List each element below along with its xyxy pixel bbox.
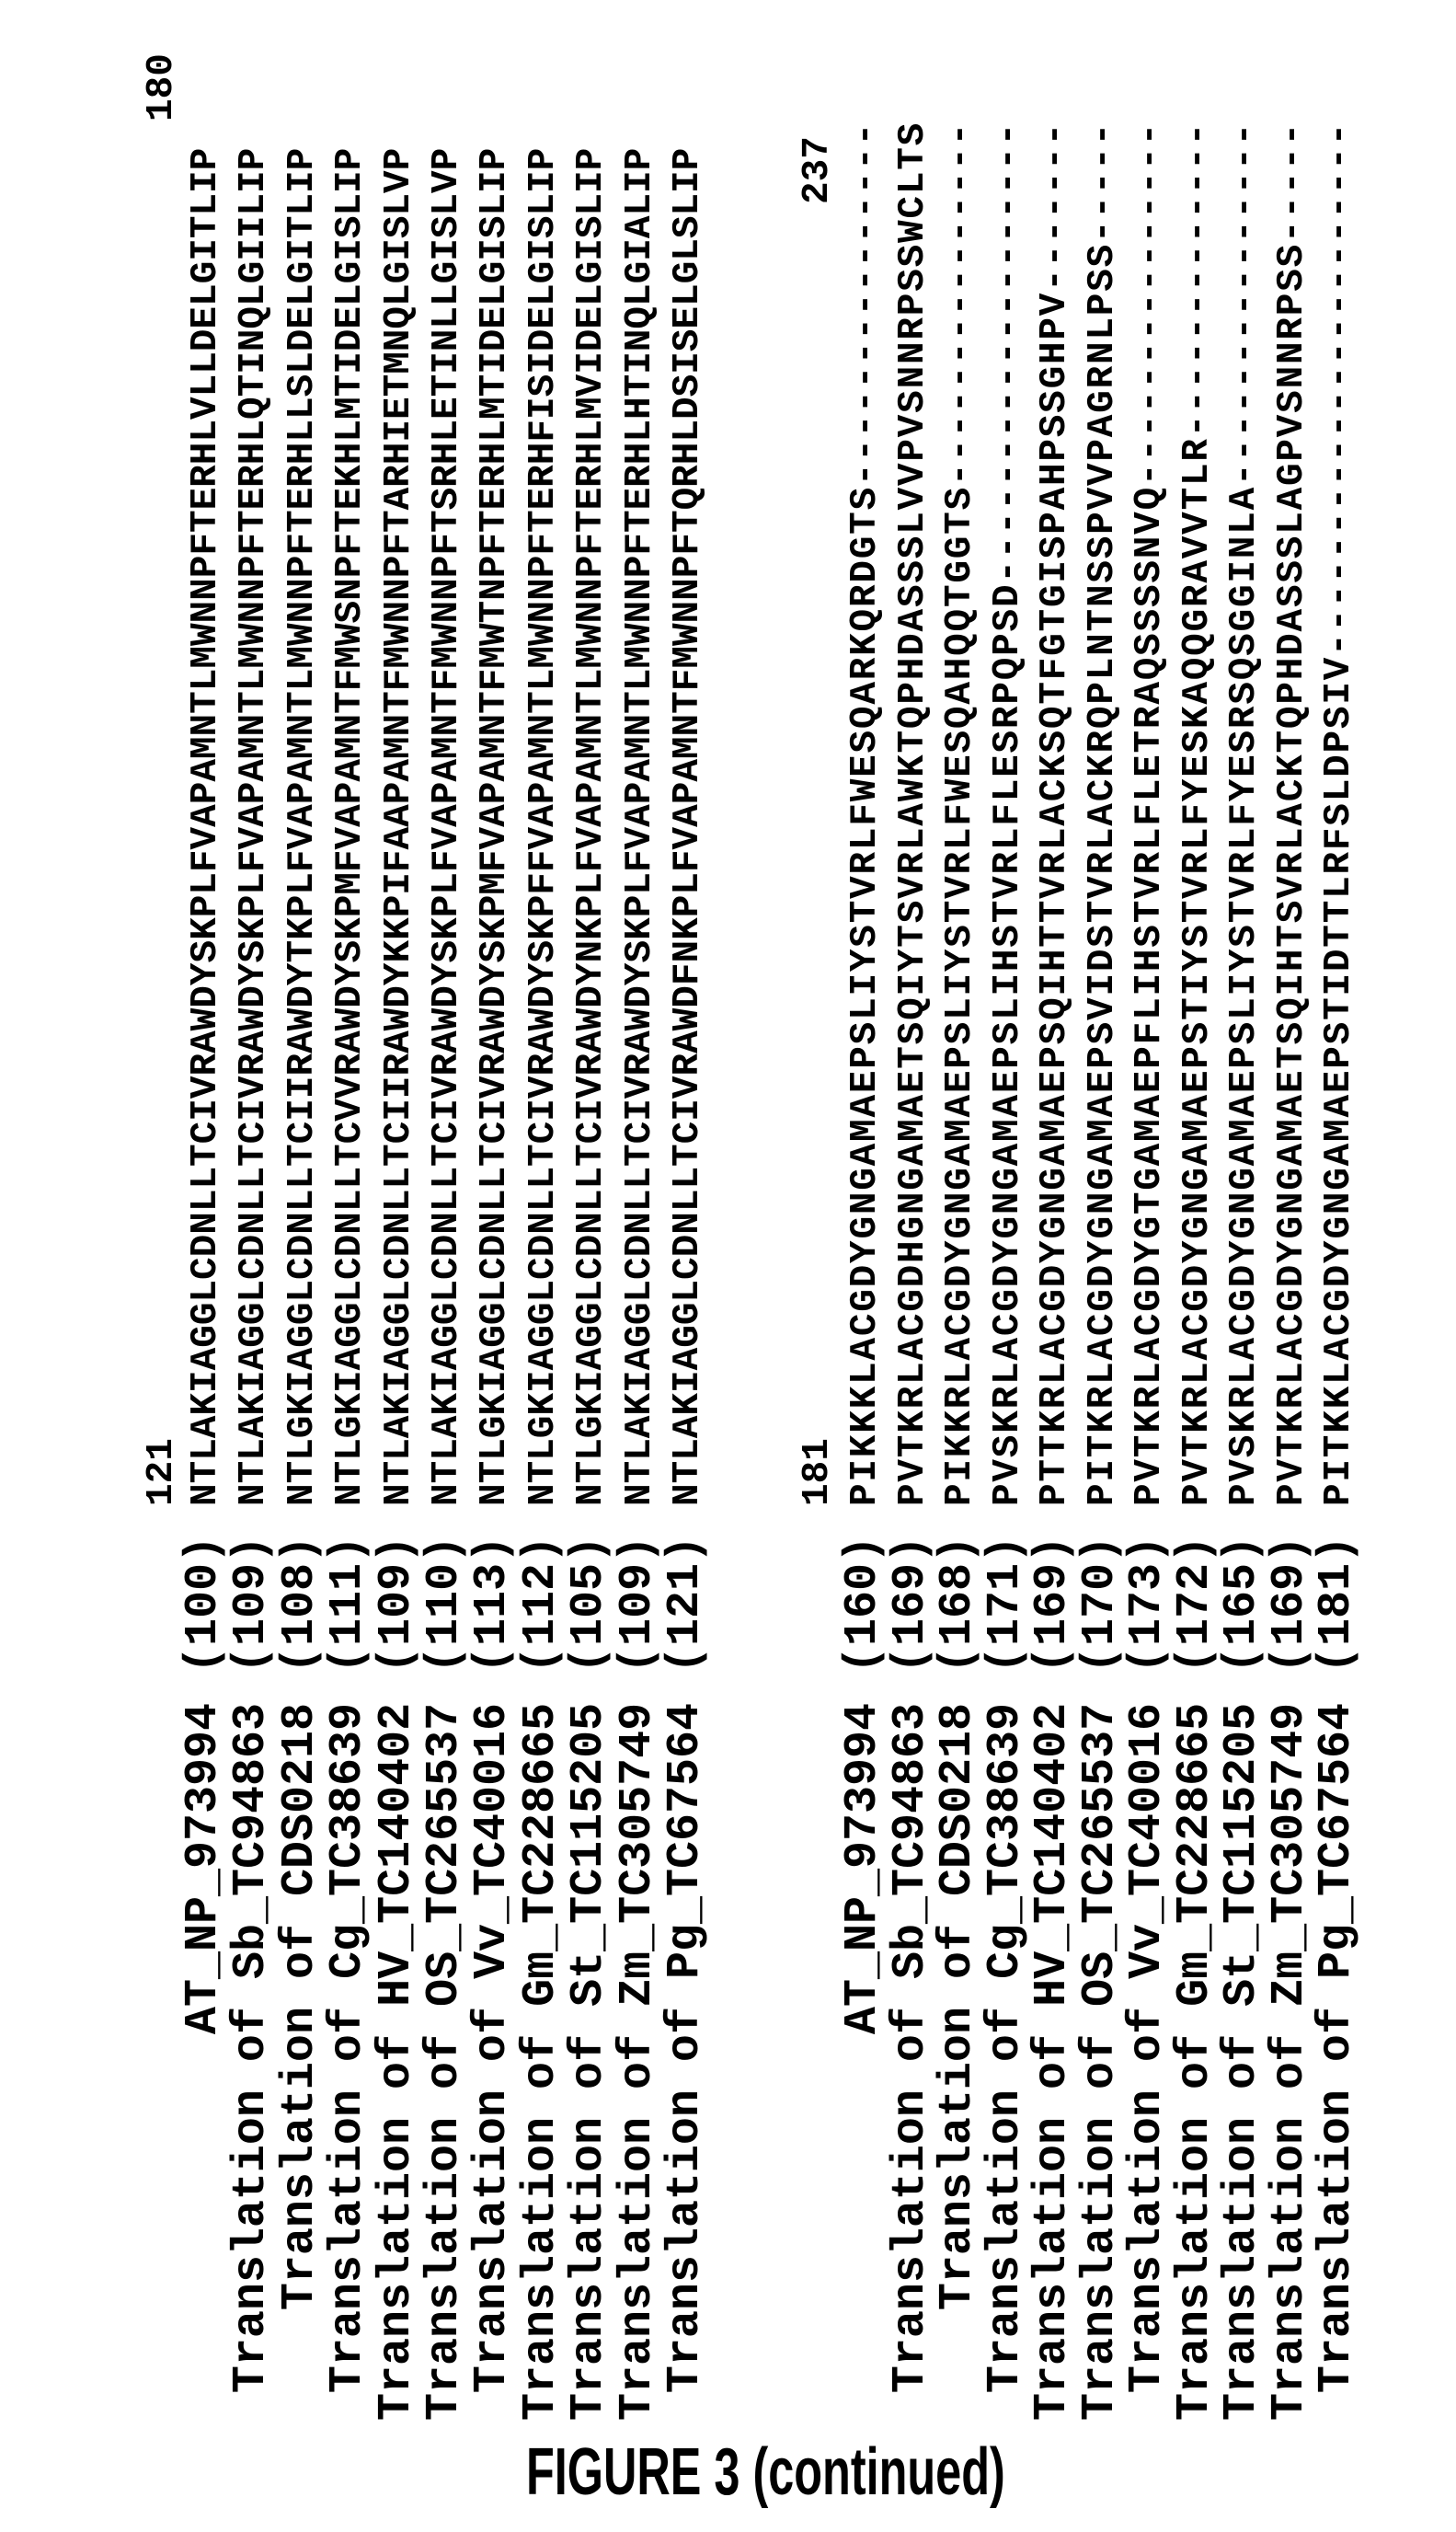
sequence-label: Translation of Zm_TC305749 (612, 1702, 664, 2421)
sequence-residues: NTLGKIAGGLCDNLLTCIVRAWDYSKPFFVAPAMNTLMWNNPFTERHFISIDELGISLIP (522, 147, 565, 1506)
sequence-residues: PVTKRLACGDYGTGAMAEPFLIHSTVRLFLETRAQSSSSNVQ--------------- (1129, 121, 1171, 1506)
sequence-residues: PIKKRLACGDYGNGAMAEPSLIYSTVRLFWESQAHQQTGGTS--------------- (939, 121, 981, 1506)
figure-caption: FIGURE 3 (continued) (526, 2435, 1005, 2509)
sequence-label: Translation of Cg_TC38639 (980, 1703, 1032, 2394)
sequence-residues: NTLAKIAGGLCDNLLTCIVRAWDYSKPLFVAPAMNTLMWNNPFTERHLHTINQLGIALIP (619, 147, 661, 1506)
start-position: (110) (418, 1535, 471, 1674)
sequence-residues: NTLGKIAGGLCDNLLTCIVRAWDYSKPMFVAPAMNTFMWTNPFTERHLMTIDELGISLIP (474, 147, 516, 1506)
alignment-row (1313, 121, 1369, 2421)
sequence-residues: PVSKRLACGDYGNGAMAEPSLIHSTVRLFLESRPQPSD------------------- (987, 121, 1029, 1506)
sequence-residues: PVTKRLACGDYGNGAMAEPSTIYSTVRLFYESKAQQGRAVVTLR------------- (1176, 121, 1219, 1506)
start-position: (100) (178, 1535, 230, 1674)
start-position: (181) (1311, 1535, 1363, 1674)
sequence-residues: NTLAKIAGGLCDNLLTCIIRAWDYKKPIFAAPAMNTFMWNNPFTARHIETMNQLGISLVP (378, 147, 420, 1506)
sequence-residues: NTLAKIAGGLCDNLLTCIVRAWDFNKPLFVAPAMNTFMWNNPFTQRHLDSISELGLSLIP (667, 147, 709, 1506)
start-position: (170) (1074, 1535, 1127, 1674)
start-position: (169) (1026, 1535, 1079, 1674)
sequence-residues: NTLAKIAGGLCDNLLTCIVRAWDYSKPLFVAPAMNTLMWNNPFTERHLQTINQLGIILIP (233, 147, 275, 1506)
sequence-label: Translation of Pg_TC67564 (659, 1703, 712, 2394)
sequence-label: Translation of Vv_TC40016 (1121, 1703, 1174, 2394)
sequence-label: Translation of Cg_TC38639 (322, 1703, 374, 2394)
sequence-label: Translation of St_TC115205 (1216, 1702, 1268, 2421)
start-position: (172) (1169, 1535, 1221, 1674)
sequence-residues: NTLGKIAGGLCDNLLTCIIRAWDYTKPLFVAPAMNTLMWNNPFTERHLLSLDELGITLIP (281, 147, 324, 1506)
sequence-residues: PVTKRLACGDYGNGAMAETSQIHTSVRLACKTQPHDASSSLAGPVSNNRPSS----- (1271, 121, 1313, 1506)
ruler-end-number: 180 (141, 53, 183, 121)
sequence-residues: PITKRLACGDYGNGAMAEPSVIDSTVRLACKRQPLNTNSSPVVPAGRNLPSS----- (1082, 121, 1124, 1506)
sequence-residues: PVSKRLACGDYGNGAMAEPSLIYSTVRLFYESRSQSGGINLA--------------- (1223, 121, 1266, 1506)
start-position: (109) (225, 1535, 278, 1674)
sequence-label: AT_NP_973994 (837, 1703, 889, 2035)
sequence-label: Translation of Gm_TC228665 (1169, 1702, 1221, 2421)
sequence-label: Translation of CDS0218 (274, 1703, 327, 2311)
ruler-start-number: 181 (797, 1438, 839, 1506)
sequence-residues: NTLAKIAGGLCDNLLTCIVRAWDYSKPLFVAPAMNTLMWNNPFTERHLVLLDELGITLIP (185, 147, 227, 1506)
sequence-label: Translation of Gm_TC228665 (515, 1702, 567, 2421)
sequence-residues: NTLGKIAGGLCDNLLTCVVRAWDYSKPMFVAPAMNTFMWSNPFTEKHLMTIDELGISLIP (329, 147, 372, 1506)
sequence-residues: PITKKLACGDYGNGAMAEPSTIDTTLRFSLDPSIV---------------------- (1318, 121, 1360, 1506)
start-position: (168) (932, 1535, 984, 1674)
sequence-residues: NTLGKIAGGLCDNLLTCIVRAWDYNKPLFVAPAMNTLMWNNPFTERHLMVIDELGISLIP (570, 147, 613, 1506)
start-position: (112) (515, 1535, 567, 1674)
sequence-label: Translation of Sb_TC94863 (885, 1703, 937, 2394)
start-position: (121) (659, 1535, 712, 1674)
sequence-residues: PVTKRLACGDHGNGAMAETSQIYTSVRLAWKTQPHDASSSLVVPVSNNRPSSWCLTS (892, 121, 934, 1506)
start-position: (111) (322, 1535, 374, 1674)
ruler-start-number: 121 (141, 1438, 183, 1506)
sequence-label: Translation of HV_TC140402 (371, 1702, 423, 2421)
sequence-label: Translation of HV_TC140402 (1026, 1702, 1079, 2421)
start-position: (109) (612, 1535, 664, 1674)
start-position: (105) (563, 1535, 615, 1674)
start-position: (108) (274, 1535, 327, 1674)
start-position: (173) (1121, 1535, 1174, 1674)
sequence-residues: NTLAKIAGGLCDNLLTCIVRAWDYSKPLFVAPAMNTFMWNNPFTSRHLETINLLGISLVP (426, 147, 468, 1506)
sequence-label: Translation of Sb_TC94863 (225, 1703, 278, 2394)
start-position: (109) (371, 1535, 423, 1674)
start-position: (165) (1216, 1535, 1268, 1674)
start-position: (160) (837, 1535, 889, 1674)
sequence-residues: PIKKKLACGDYGNGAMAEPSLIYSTVRLFWESQARKQRDGTS--------------- (844, 121, 887, 1506)
sequence-label: Translation of OS_TC265537 (1074, 1702, 1127, 2421)
start-position: (169) (885, 1535, 937, 1674)
sequence-label: Translation of OS_TC265537 (418, 1702, 471, 2421)
sequence-label: Translation of Pg_TC67564 (1311, 1703, 1363, 2394)
sequence-label: Translation of Vv_TC40016 (466, 1703, 519, 2394)
ruler-end-number: 237 (797, 136, 839, 204)
sequence-residues: PTTKRLACGDYGNGAMAEPSQIHTTVRLACKSQTFGTGISPAHPSSGHPV------- (1034, 121, 1076, 1506)
start-position: (113) (466, 1535, 519, 1674)
sequence-label: Translation of St_TC115205 (563, 1702, 615, 2421)
sequence-label: AT_NP_973994 (178, 1703, 230, 2035)
start-position: (171) (980, 1535, 1032, 1674)
sequence-label: Translation of Zm_TC305749 (1264, 1702, 1316, 2421)
alignment-row (659, 147, 717, 2421)
start-position: (169) (1264, 1535, 1316, 1674)
sequence-label: Translation of CDS0218 (932, 1703, 984, 2311)
